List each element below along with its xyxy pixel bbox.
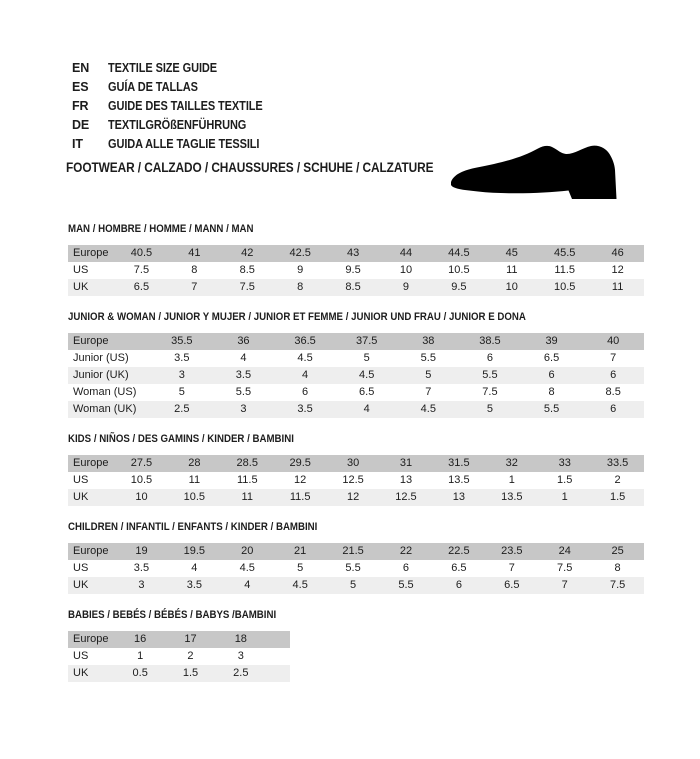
- size-value: 18: [234, 633, 247, 645]
- size-header-row: [68, 333, 644, 350]
- size-value: 7: [610, 352, 617, 364]
- size-value: 21.5: [342, 545, 364, 557]
- size-value: 7.5: [557, 562, 573, 574]
- size-value: 7: [508, 562, 515, 574]
- size-value: 5.5: [398, 579, 414, 591]
- size-value: 35.5: [171, 335, 193, 347]
- row-label: Europe: [73, 545, 109, 557]
- size-row: [68, 401, 644, 418]
- size-value: 3: [240, 403, 247, 415]
- size-value: 10.5: [448, 264, 470, 276]
- table-title: JUNIOR & WOMAN / JUNIOR Y MUJER / JUNIOR ET FEMME / JUNIOR UND FRAU / JUNIOR E DONA: [68, 311, 526, 323]
- size-value: 40.5: [130, 247, 153, 259]
- size-guide-page: [0, 59, 700, 759]
- size-value: 20: [241, 545, 254, 557]
- size-value: 5.5: [543, 403, 560, 415]
- size-row: [68, 577, 644, 594]
- size-value: 6: [548, 369, 555, 381]
- size-value: 28: [188, 457, 201, 469]
- size-value: 10: [505, 281, 518, 293]
- size-value: 5: [297, 562, 304, 574]
- table-title: CHILDREN / INFANTIL / ENFANTS / KINDER / BAMBINI: [68, 521, 318, 533]
- table-section-children: [68, 517, 700, 594]
- size-row: [68, 472, 644, 489]
- size-value: 11: [506, 264, 518, 276]
- size-value: 7: [425, 386, 432, 398]
- language-code: DE: [72, 118, 90, 132]
- size-value: 13.5: [448, 474, 470, 486]
- size-value: 3: [138, 579, 145, 591]
- size-value: 33: [558, 457, 571, 469]
- size-value: 4: [302, 369, 309, 381]
- size-row: [68, 350, 644, 367]
- size-value: 29.5: [289, 457, 311, 469]
- size-row: [68, 560, 644, 577]
- language-code: ES: [72, 80, 89, 94]
- size-value: 3.5: [186, 579, 202, 591]
- table-section-man: [68, 219, 700, 296]
- size-value: 3.5: [297, 403, 313, 415]
- size-value: 4.5: [239, 562, 255, 574]
- size-value: 6: [402, 562, 410, 574]
- size-value: 38: [422, 335, 435, 347]
- row-label: Woman (US): [73, 386, 137, 398]
- size-value: 24: [558, 545, 571, 557]
- size-value: 1: [508, 474, 515, 486]
- size-value: 6: [302, 386, 309, 398]
- row-label: Junior (UK): [73, 369, 129, 381]
- size-value: 5: [350, 579, 357, 591]
- size-row: [68, 648, 290, 665]
- size-header-row: [68, 543, 644, 560]
- size-value: 7: [191, 281, 198, 293]
- table-title: BABIES / BEBÉS / BÉBÉS / BABYS /BAMBINI: [68, 609, 277, 621]
- table-title: KIDS / NIÑOS / DES GAMINS / KINDER / BAMBINI: [68, 433, 294, 445]
- size-value: 42.5: [289, 247, 311, 259]
- size-value: 11: [241, 491, 253, 503]
- size-value: 10.5: [183, 491, 206, 503]
- table-section-junior-woman: [68, 307, 700, 418]
- size-value: 16: [134, 633, 147, 645]
- size-header-row: [68, 631, 290, 648]
- size-row: [68, 384, 644, 401]
- size-value: 9.5: [451, 281, 467, 293]
- size-value: 41: [188, 247, 201, 259]
- size-value: 11: [611, 281, 624, 293]
- size-value: 22: [399, 545, 413, 557]
- size-row: [68, 279, 644, 296]
- size-value: 46: [611, 247, 624, 259]
- size-value: 9: [297, 264, 304, 276]
- size-value: 1: [137, 650, 144, 662]
- size-value: 38.5: [479, 335, 501, 347]
- size-value: 5: [425, 369, 432, 381]
- size-row: [68, 262, 644, 279]
- size-value: 5.5: [420, 352, 436, 364]
- row-label: UK: [73, 579, 89, 591]
- size-value: 4: [244, 579, 251, 591]
- size-value: 12.5: [395, 491, 417, 503]
- size-value: 3.5: [235, 369, 252, 381]
- size-value: 5.5: [482, 369, 498, 381]
- language-row: [72, 97, 700, 116]
- size-value: 31.5: [448, 457, 470, 469]
- size-value: 10.5: [553, 281, 576, 293]
- size-value: 17: [184, 633, 197, 645]
- size-value: 30: [346, 457, 360, 469]
- size-value: 19: [135, 545, 148, 557]
- size-value: 3.5: [133, 562, 150, 574]
- size-value: 12: [294, 474, 307, 486]
- row-label: US: [73, 474, 89, 486]
- size-table-junior-woman: [68, 333, 644, 418]
- size-value: 7.5: [239, 281, 255, 293]
- shoe-icon: [451, 145, 619, 201]
- size-value: 36: [237, 335, 250, 347]
- language-code: IT: [72, 137, 83, 151]
- row-label: Junior (US): [73, 352, 129, 364]
- size-value: 5: [363, 352, 370, 364]
- size-value: 2.5: [233, 667, 249, 679]
- size-value: 36.5: [294, 335, 316, 347]
- row-label: Europe: [73, 335, 109, 347]
- size-value: 5: [178, 386, 185, 398]
- size-value: 22.5: [448, 545, 470, 557]
- size-value: 10: [135, 491, 148, 503]
- size-value: 4.5: [359, 369, 375, 381]
- size-value: 2: [614, 474, 621, 486]
- size-value: 4: [240, 352, 247, 364]
- size-value: 1.5: [609, 491, 626, 503]
- size-value: 6.5: [504, 579, 520, 591]
- row-label: Europe: [73, 457, 109, 469]
- size-value: 4.5: [297, 352, 313, 364]
- language-row: [72, 116, 700, 135]
- size-value: 12: [611, 264, 624, 276]
- size-value: 13.5: [501, 491, 523, 503]
- size-value: 43: [346, 247, 360, 259]
- size-value: 44: [399, 247, 413, 259]
- size-value: 39: [545, 335, 558, 347]
- size-row: [68, 665, 290, 682]
- size-value: 10.5: [130, 474, 153, 486]
- table-title: MAN / HOMBRE / HOMME / MANN / MAN: [68, 223, 254, 235]
- size-value: 0.5: [132, 667, 148, 679]
- size-value: 11.5: [236, 474, 258, 486]
- size-value: 6: [610, 403, 617, 415]
- size-value: 11.5: [554, 264, 575, 276]
- language-row: [72, 78, 700, 97]
- language-title: GUÍA DE TALLAS: [108, 80, 198, 94]
- language-code: EN: [72, 61, 90, 75]
- size-value: 37.5: [355, 335, 378, 347]
- row-label: UK: [73, 281, 89, 293]
- size-table-man: [68, 245, 644, 296]
- size-value: 21: [294, 545, 307, 557]
- size-value: 8.5: [605, 386, 621, 398]
- size-value: 5: [486, 403, 493, 415]
- size-value: 8: [191, 264, 198, 276]
- size-value: 6.5: [543, 352, 560, 364]
- size-value: 28.5: [236, 457, 258, 469]
- size-value: 8.5: [239, 264, 255, 276]
- size-value: 32: [505, 457, 518, 469]
- size-value: 4: [363, 403, 370, 415]
- size-header-row: [68, 245, 644, 262]
- size-value: 9: [402, 281, 410, 293]
- size-value: 11.5: [289, 491, 311, 503]
- size-value: 12: [346, 491, 360, 503]
- language-title: TEXTILE SIZE GUIDE: [108, 61, 218, 75]
- size-value: 42: [241, 247, 254, 259]
- size-value: 31: [399, 457, 413, 469]
- size-table-children: [68, 543, 644, 594]
- size-value: 11: [188, 474, 201, 486]
- size-value: 27.5: [130, 457, 153, 469]
- row-label: UK: [73, 667, 89, 679]
- size-value: 2: [187, 650, 194, 662]
- size-value: 6: [486, 352, 493, 364]
- size-value: 6.5: [359, 386, 375, 398]
- row-label: Europe: [73, 633, 109, 645]
- size-value: 45: [505, 247, 518, 259]
- size-table-babies: [68, 631, 290, 682]
- size-value: 1.5: [557, 474, 573, 486]
- size-value: 8: [548, 386, 555, 398]
- size-value: 44.5: [448, 247, 470, 259]
- size-value: 8: [297, 281, 304, 293]
- language-row: [72, 59, 700, 78]
- size-value: 6.5: [133, 281, 150, 293]
- row-label: Woman (UK): [73, 403, 137, 415]
- size-value: 6.5: [451, 562, 467, 574]
- language-title: TEXTILGRÖßENFÜHRUNG: [108, 118, 247, 132]
- size-value: 3: [178, 369, 185, 381]
- size-value: 7: [561, 579, 568, 591]
- size-value: 6: [610, 369, 617, 381]
- size-value: 8.5: [345, 281, 361, 293]
- size-value: 13: [452, 491, 466, 503]
- language-header: [72, 59, 700, 154]
- size-value: 7.5: [133, 264, 150, 276]
- size-value: 4.5: [292, 579, 308, 591]
- size-header-row: [68, 455, 644, 472]
- size-value: 45.5: [553, 247, 576, 259]
- size-value: 8: [614, 562, 621, 574]
- size-value: 33.5: [606, 457, 629, 469]
- size-value: 25: [611, 545, 624, 557]
- category-line: FOOTWEAR / CALZADO / CHAUSSURES / SCHUHE / CALZATURE: [66, 160, 434, 175]
- size-value: 7.5: [482, 386, 498, 398]
- size-value: 10: [399, 264, 413, 276]
- size-value: 4: [191, 562, 198, 574]
- size-value: 19.5: [183, 545, 206, 557]
- size-value: 3: [237, 650, 244, 662]
- size-value: 12.5: [342, 474, 364, 486]
- size-value: 7.5: [609, 579, 626, 591]
- size-row: [68, 489, 644, 506]
- size-row: [68, 367, 644, 384]
- size-value: 40: [607, 335, 620, 347]
- table-section-kids: [68, 429, 700, 506]
- language-title: GUIDE DES TAILLES TEXTILE: [108, 99, 263, 113]
- size-value: 5.5: [345, 562, 361, 574]
- row-label: US: [73, 650, 89, 662]
- size-value: 1.5: [182, 667, 199, 679]
- size-table-kids: [68, 455, 644, 506]
- size-value: 1: [561, 491, 568, 503]
- size-value: 3.5: [174, 352, 190, 364]
- size-value: 6: [455, 579, 462, 591]
- size-value: 23.5: [501, 545, 523, 557]
- size-value: 4.5: [420, 403, 436, 415]
- row-label: Europe: [73, 247, 109, 259]
- size-value: 9.5: [345, 264, 361, 276]
- size-value: 13: [399, 474, 413, 486]
- size-value: 2.5: [174, 403, 190, 415]
- row-label: US: [73, 562, 89, 574]
- row-label: UK: [73, 491, 89, 503]
- table-section-babies: [68, 605, 700, 682]
- language-title: GUIDA ALLE TAGLIE TESSILI: [108, 137, 260, 151]
- language-code: FR: [72, 99, 89, 113]
- row-label: US: [73, 264, 89, 276]
- size-value: 5.5: [235, 386, 252, 398]
